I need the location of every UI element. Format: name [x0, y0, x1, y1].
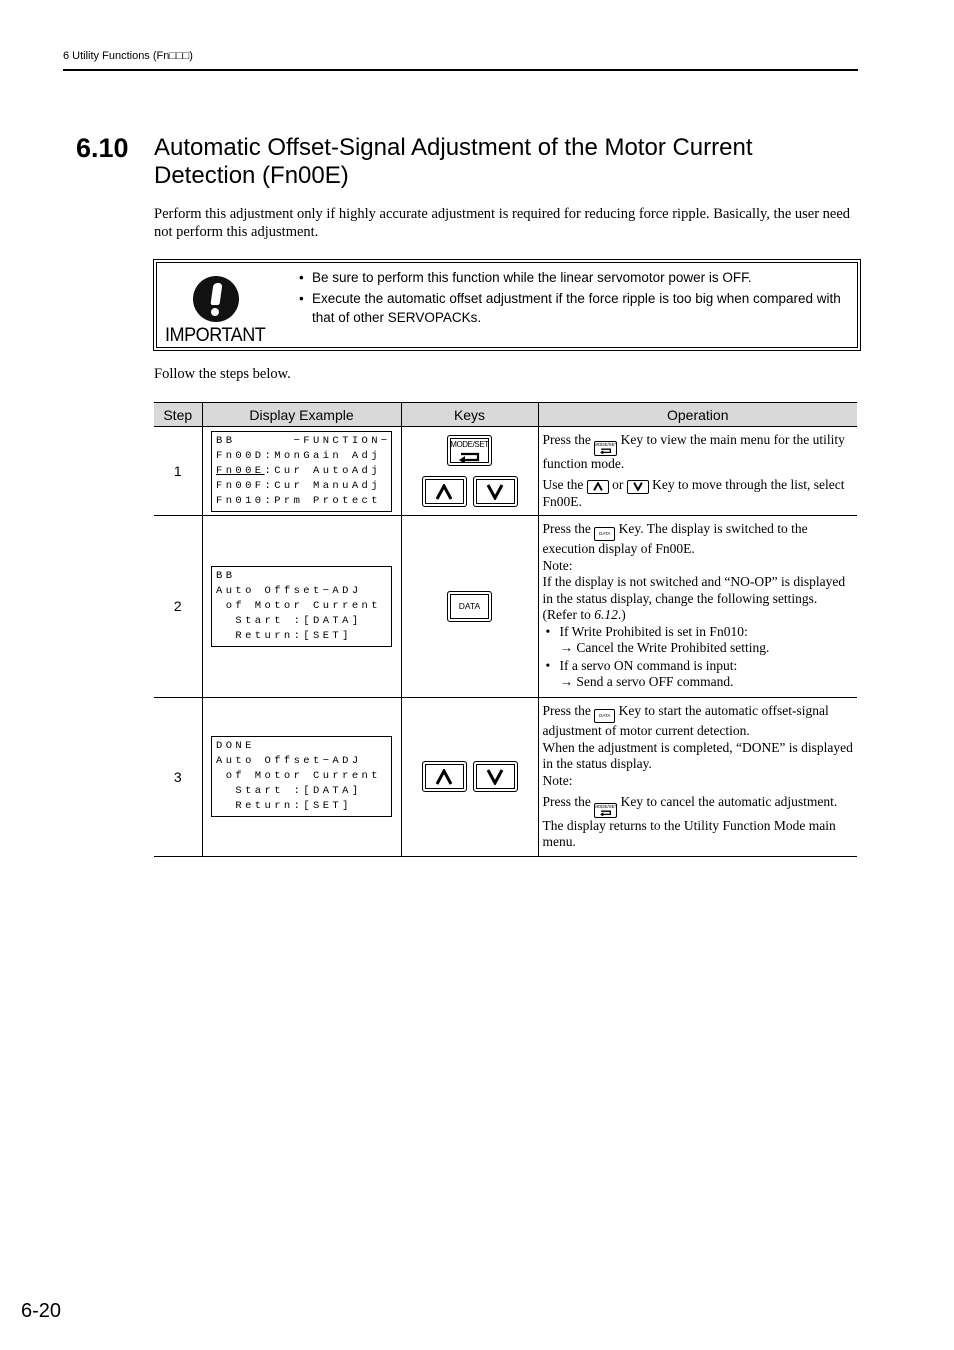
important-item: • Be sure to perform this function while the linear servomotor power is OFF.: [297, 268, 852, 287]
running-header: 6 Utility Functions (Fn□□□): [63, 50, 193, 62]
steps-table: [154, 402, 857, 857]
header-rule: [63, 69, 858, 71]
list-item: [543, 624, 854, 657]
operation-text: If the display is not switched and “NO-OP” is displayed in the status display, change the following settings. (Refer to: [542, 574, 846, 623]
operation-text: Press the: [542, 521, 595, 536]
operation-text: Key to move through the list, select Fn00E.: [542, 477, 845, 509]
lcd-line: of Motor Current: [216, 770, 381, 783]
note-label: Note:: [542, 772, 573, 788]
lcd-line: Auto Offset−ADJ: [216, 755, 362, 768]
exclamation-icon: [193, 276, 239, 322]
mode-set-key-label: MODE/SET: [450, 439, 489, 449]
up-arrow-icon: [435, 769, 453, 785]
operation-text: Use the: [542, 477, 587, 492]
operation-text: or: [608, 477, 627, 492]
section-title: Automatic Offset-Signal Adjustment of the Motor Current Detection (Fn00E): [154, 134, 753, 189]
page-number: 6-20: [21, 1300, 62, 1322]
operation-text: .): [617, 607, 626, 623]
data-key-inline-icon: DATA: [594, 709, 615, 723]
operation-text: Key to view the main menu for the utility function mode.: [542, 432, 845, 471]
lcd-line: [216, 464, 391, 479]
operation-cell: [538, 427, 857, 516]
operation-cell: [538, 516, 857, 698]
important-inner-frame: [156, 262, 858, 348]
lcd-display: [211, 566, 392, 647]
display-example-cell: [202, 516, 401, 698]
column-header-keys: Keys: [401, 403, 538, 427]
table-row: [154, 427, 857, 516]
step-number: 2: [154, 516, 202, 698]
lcd-line: Start :[DATA]: [216, 614, 362, 627]
note-label: Note:: [542, 557, 573, 573]
settings-list: [543, 624, 854, 691]
operation-text: When the adjustment is completed, “DONE” is displayed in the status display.: [542, 739, 853, 771]
important-item: • Execute the automatic offset adjustment if the force ripple is too big when compared with that of other SERVOPACKs.: [297, 289, 852, 327]
list-item-text: If a servo ON command is input:: [559, 657, 738, 673]
down-arrow-icon: [486, 769, 504, 785]
down-arrow-key[interactable]: [473, 761, 518, 792]
data-key-inline-icon: DATA: [594, 527, 615, 541]
list-item: [543, 658, 854, 691]
section-number: 6.10: [76, 133, 129, 163]
keys-cell: [401, 427, 538, 516]
table-row: [154, 697, 857, 856]
display-example-cell: [202, 697, 401, 856]
down-arrow-key[interactable]: [473, 476, 518, 507]
table-row: [154, 516, 857, 698]
lcd-display: [211, 736, 392, 817]
operation-text: Press the: [542, 794, 595, 809]
column-header-display: Display Example: [202, 403, 401, 427]
list-item-text: If Write Prohibited is set in Fn010:: [559, 623, 748, 639]
mode-set-key-inline-icon: [594, 441, 617, 456]
step-number: 3: [154, 697, 202, 856]
inline-key-label: MODE/SET: [594, 804, 618, 809]
lcd-line-text: :Cur AutoAdj: [264, 464, 381, 477]
lcd-line: DONE: [216, 740, 255, 753]
keys-cell: [401, 516, 538, 698]
column-header-step: Step: [154, 403, 202, 427]
lcd-line: Fn00F:Cur ManuAdj: [216, 479, 381, 492]
down-arrow-inline-icon: [627, 480, 649, 494]
up-arrow-icon: [435, 484, 453, 500]
lcd-line: of Motor Current: [216, 599, 381, 612]
up-arrow-key[interactable]: [422, 761, 467, 792]
mode-set-key-inline-icon: [594, 803, 617, 818]
inline-key-label: MODE/SET: [594, 442, 618, 447]
lcd-line: Return:[SET]: [216, 800, 352, 813]
exclamation-dot: [211, 308, 219, 316]
lcd-line: Fn00D:MonGain Adj: [216, 449, 381, 462]
operation-text: Key to start the automatic offset-signal adjustment of motor current detection.: [542, 702, 829, 738]
operation-text: Press the: [542, 432, 595, 447]
lcd-line: Start :[DATA]: [216, 785, 362, 798]
follow-steps-text: Follow the steps below.: [154, 366, 291, 382]
operation-text: Key. The display is switched to the execution display of Fn00E.: [542, 521, 808, 557]
column-header-operation: Operation: [538, 403, 857, 427]
data-key[interactable]: DATA: [447, 591, 492, 622]
return-arrow-icon: [457, 450, 483, 463]
down-arrow-icon: [486, 484, 504, 500]
intro-paragraph: Perform this adjustment only if highly accurate adjustment is required for reducing force ripple. Basically, the user need not perform this adjustment.: [154, 206, 851, 240]
list-item-action: → Cancel the Write Prohibited setting.: [559, 640, 770, 656]
table-header-row: [154, 403, 857, 427]
lcd-line: BB: [216, 569, 236, 582]
important-list: [297, 268, 852, 329]
operation-text: Press the: [542, 702, 595, 718]
display-example-cell: [202, 427, 401, 516]
mode-set-key[interactable]: [447, 435, 492, 466]
important-label: IMPORTANT: [165, 325, 266, 346]
operation-text: Key to cancel the automatic adjustment. The display returns to the Utility Function Mode main menu.: [542, 794, 838, 849]
lcd-line: Fn010:Prm Protect: [216, 494, 381, 507]
lcd-display: [211, 431, 392, 512]
keys-cell: [401, 697, 538, 856]
lcd-selected-item: Fn00E: [216, 464, 265, 477]
exclamation-bar: [210, 283, 222, 305]
operation-cell: [538, 697, 857, 856]
up-arrow-key[interactable]: [422, 476, 467, 507]
lcd-line: Return:[SET]: [216, 629, 352, 642]
list-item-action: → Send a servo OFF command.: [559, 674, 734, 690]
lcd-line: Auto Offset−ADJ: [216, 584, 362, 597]
section-reference: 6.12: [594, 607, 618, 623]
lcd-line: BB −FUNCTION−: [216, 434, 391, 447]
step-number: 1: [154, 427, 202, 516]
important-notice-box: [153, 259, 861, 351]
up-arrow-inline-icon: [587, 480, 609, 494]
